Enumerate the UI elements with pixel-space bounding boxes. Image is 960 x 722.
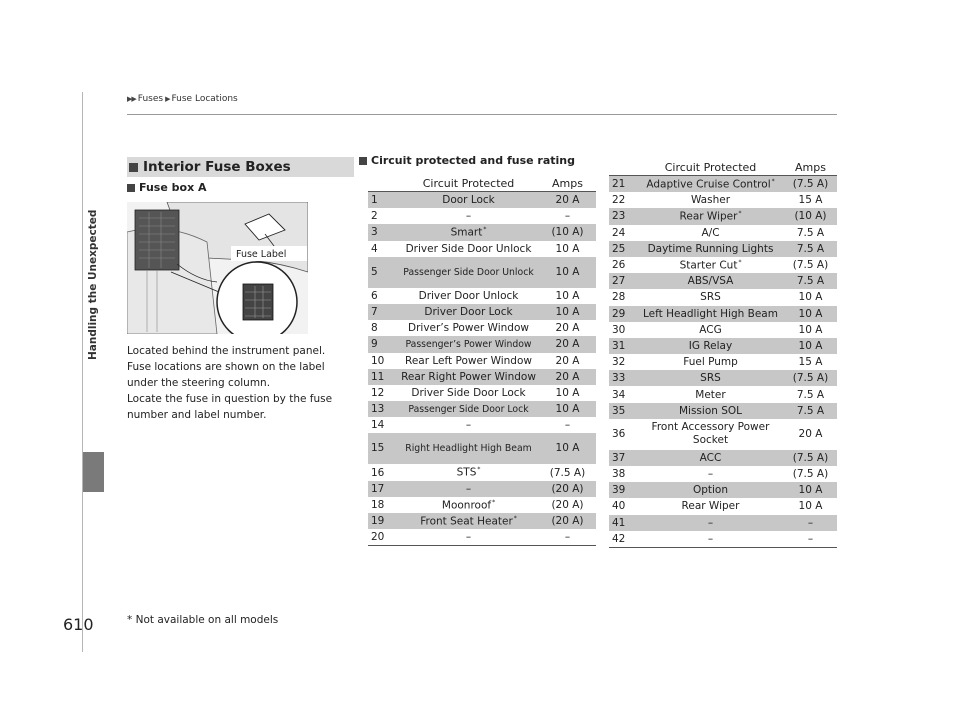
- circuit-name: Starter Cut: [679, 259, 738, 272]
- amps-cell: (10 A): [539, 224, 596, 240]
- table-row: [609, 403, 837, 419]
- amps-cell: 20 A: [539, 336, 596, 352]
- circuit-name: Passenger Side Door Lock: [408, 404, 529, 416]
- table-row: [609, 482, 837, 498]
- amps-cell: 7.5 A: [784, 241, 837, 257]
- circuit-cell: [637, 354, 784, 370]
- amps-cell: 10 A: [784, 338, 837, 354]
- circuit-name: Rear Right Power Window: [401, 370, 536, 383]
- circuit-cell: [398, 529, 539, 546]
- circuit-cell: [398, 433, 539, 464]
- circuit-cell: [398, 208, 539, 224]
- table-row: [609, 386, 837, 402]
- fuse-number: 39: [609, 482, 637, 498]
- fuse-number: 28: [612, 291, 626, 304]
- fuse-number: 27: [609, 273, 637, 289]
- footnote-asterisk-icon: *: [483, 226, 487, 234]
- circuit-cell: [637, 322, 784, 338]
- fuse-number: 19: [368, 513, 398, 529]
- fuse-number: 24: [612, 226, 626, 239]
- fuse-number: 30: [612, 323, 626, 336]
- table-row: [368, 257, 596, 288]
- circuit-name: Moonroof: [441, 499, 492, 512]
- table-row: [368, 320, 596, 336]
- fuse-box-description: [127, 343, 357, 423]
- circuit-name: Rear Left Power Window: [405, 354, 532, 367]
- table-row: [368, 369, 596, 385]
- amps-cell: 20 A: [539, 369, 596, 385]
- fuse-table-right: [609, 160, 837, 548]
- table-row: [609, 450, 837, 466]
- fuse-number: 1: [368, 192, 398, 209]
- circuit-cell: [398, 417, 539, 433]
- amps-cell: 10 A: [539, 304, 596, 320]
- table-row: [609, 419, 837, 450]
- fuse-number: 13: [368, 401, 398, 417]
- amps-cell: (7.5 A): [784, 370, 837, 386]
- circuit-name: Passenger’s Power Window: [405, 339, 532, 351]
- table-row: [368, 529, 596, 546]
- table-row: [368, 385, 596, 401]
- circuit-name: –: [465, 419, 472, 432]
- circuit-name: Washer: [690, 194, 731, 207]
- circuit-name: Daytime Running Lights: [647, 242, 774, 255]
- amps-cell: 7.5 A: [796, 388, 825, 401]
- breadcrumb-parent[interactable]: Fuses: [137, 94, 164, 104]
- amps-cell: 10 A: [798, 291, 823, 304]
- circuit-cell: [637, 273, 784, 289]
- circuit-name: Driver Door Unlock: [418, 289, 519, 302]
- circuit-name: ACC: [699, 451, 722, 464]
- fuse-number: 31: [609, 338, 637, 354]
- circuit-cell: [637, 466, 784, 482]
- circuit-cell: [398, 369, 539, 385]
- fuse-number: 6: [371, 289, 378, 302]
- fuse-box-illustration: [127, 202, 308, 334]
- table-row: [368, 417, 596, 433]
- circuit-cell: [398, 464, 539, 480]
- circuit-name: –: [465, 531, 472, 544]
- circuit-name: Meter: [695, 388, 726, 401]
- fuse-number: 23: [609, 208, 637, 224]
- fuse-box-heading: [127, 181, 207, 194]
- circuit-name: Driver Side Door Lock: [411, 386, 526, 399]
- amps-cell: –: [564, 210, 571, 223]
- table-row: [609, 466, 837, 482]
- circuit-cell: [637, 450, 784, 466]
- circuit-heading-text: Circuit protected and fuse rating: [371, 154, 575, 167]
- description-line: Locate the fuse in question by the fuse number and label number.: [127, 393, 333, 421]
- square-bullet-icon: [127, 184, 135, 192]
- circuit-cell: [398, 385, 539, 401]
- circuit-name: Driver Side Door Unlock: [405, 242, 532, 255]
- fuse-number: 37: [609, 450, 637, 466]
- table-row: [368, 353, 596, 369]
- circuit-name: Mission SOL: [678, 404, 743, 417]
- circuit-cell: [398, 257, 539, 288]
- breadcrumb: [127, 94, 238, 104]
- footnote-asterisk-icon: *: [492, 498, 496, 506]
- circuit-cell: [398, 336, 539, 352]
- circuit-name: Smart: [450, 226, 483, 239]
- fuse-number: 9: [368, 336, 398, 352]
- circuit-cell: [637, 241, 784, 257]
- amps-cell: (20 A): [551, 498, 584, 511]
- table-row: [609, 241, 837, 257]
- table-header-row: [609, 160, 837, 176]
- table-row: [609, 354, 837, 370]
- circuit-cell: [637, 403, 784, 419]
- amps-cell: 10 A: [539, 401, 596, 417]
- amps-cell: 10 A: [798, 500, 823, 513]
- fuse-number: 35: [609, 403, 637, 419]
- table-row: [368, 304, 596, 320]
- description-line: Located behind the instrument panel.: [127, 345, 326, 357]
- breadcrumb-arrow-icon: ▶: [165, 95, 170, 103]
- circuit-name: A/C: [701, 226, 720, 239]
- table-row: [609, 515, 837, 531]
- circuit-cell: [398, 353, 539, 369]
- circuit-name: Right Headlight High Beam: [405, 443, 532, 455]
- amps-cell: (7.5 A): [792, 259, 829, 272]
- circuit-name: Front Seat Heater: [420, 515, 513, 528]
- fuse-number: 2: [371, 210, 378, 223]
- circuit-cell: [637, 515, 784, 531]
- fuse-number: 33: [609, 370, 637, 386]
- footnote: * Not available on all models: [127, 614, 279, 626]
- amps-cell: 15 A: [798, 194, 823, 207]
- amps-cell: –: [784, 531, 837, 548]
- table-header-circuit: Circuit Protected: [637, 160, 784, 176]
- fuse-number: 12: [371, 386, 385, 399]
- circuit-cell: [398, 192, 539, 209]
- circuit-name: Driver Door Lock: [424, 306, 513, 319]
- fuse-number: 38: [612, 468, 626, 481]
- fuse-number: 41: [609, 515, 637, 531]
- circuit-cell: [637, 370, 784, 386]
- table-row: [368, 192, 596, 209]
- section-title: Interior Fuse Boxes: [143, 159, 291, 175]
- circuit-name: Front Accessory Power Socket: [651, 421, 770, 447]
- amps-cell: 10 A: [555, 386, 580, 399]
- table-row: [368, 464, 596, 480]
- fuse-number: 34: [612, 388, 626, 401]
- amps-cell: (7.5 A): [784, 450, 837, 466]
- circuit-name: Door Lock: [442, 194, 495, 207]
- table-row: [368, 513, 596, 529]
- circuit-cell: [637, 192, 784, 208]
- circuit-cell: [398, 304, 539, 320]
- table-row: [609, 322, 837, 338]
- square-bullet-icon: [129, 163, 138, 172]
- circuit-name: SRS: [700, 372, 721, 385]
- fuse-number: 8: [371, 322, 378, 335]
- table-row: [368, 401, 596, 417]
- table-header-row: [368, 176, 596, 192]
- circuit-cell: [398, 320, 539, 336]
- footnote-asterisk-icon: *: [477, 466, 481, 474]
- table-row: [609, 306, 837, 322]
- circuit-cell: [398, 224, 539, 240]
- circuit-name: ABS/VSA: [687, 275, 734, 288]
- circuit-name: –: [707, 468, 714, 481]
- footnote-asterisk-icon: *: [513, 514, 517, 522]
- page-number: 610: [63, 615, 94, 634]
- circuit-cell: [637, 289, 784, 305]
- circuit-name: SRS: [700, 291, 721, 304]
- table-row: [368, 336, 596, 352]
- amps-cell: –: [784, 515, 837, 531]
- side-divider: [82, 92, 83, 652]
- circuit-cell: [398, 481, 539, 497]
- circuit-cell: [398, 241, 539, 257]
- circuit-cell: [637, 498, 784, 514]
- amps-cell: 20 A: [555, 322, 580, 335]
- description-line: Fuse locations are shown on the label under the steering column.: [127, 361, 325, 389]
- fuse-number: 15: [368, 433, 398, 464]
- circuit-cell: [398, 288, 539, 304]
- fuse-number: 10: [371, 354, 385, 367]
- circuit-cell: [398, 513, 539, 529]
- circuit-name: Rear Wiper: [681, 500, 740, 513]
- table-row: [609, 273, 837, 289]
- amps-cell: 10 A: [555, 289, 580, 302]
- table-row: [368, 481, 596, 497]
- section-banner: [127, 157, 354, 177]
- table-row: [368, 288, 596, 304]
- circuit-cell: [637, 208, 784, 224]
- circuit-cell: [637, 225, 784, 241]
- fuse-number: 26: [612, 259, 626, 272]
- amps-cell: 15 A: [798, 356, 823, 369]
- fuse-number: 40: [612, 500, 626, 513]
- fuse-number: 36: [612, 427, 626, 440]
- circuit-cell: [637, 257, 784, 273]
- table-header-amps: Amps: [784, 160, 837, 176]
- amps-cell: 20 A: [555, 354, 580, 367]
- square-bullet-icon: [359, 157, 367, 165]
- fuse-number: 42: [609, 531, 637, 548]
- circuit-heading: [359, 154, 575, 167]
- breadcrumb-current[interactable]: Fuse Locations: [171, 94, 238, 104]
- fuse-number: 14: [371, 419, 385, 432]
- fuse-label-callout: Fuse Label: [236, 249, 287, 260]
- table-row: [609, 225, 837, 241]
- amps-cell: (20 A): [539, 481, 596, 497]
- table-row: [609, 498, 837, 514]
- table-row: [609, 338, 837, 354]
- amps-cell: 10 A: [798, 323, 823, 336]
- amps-cell: 20 A: [798, 427, 823, 440]
- table-header-circuit: Circuit Protected: [398, 176, 539, 192]
- fuse-number: 3: [368, 224, 398, 240]
- table-row: [368, 433, 596, 464]
- amps-cell: –: [539, 529, 596, 546]
- table-row: [368, 497, 596, 513]
- fuse-box-heading-text: Fuse box A: [139, 181, 207, 194]
- fuse-number: 21: [609, 176, 637, 193]
- circuit-name: –: [707, 532, 714, 545]
- amps-cell: (7.5 A): [792, 468, 829, 481]
- amps-cell: (7.5 A): [784, 176, 837, 193]
- circuit-cell: [637, 531, 784, 548]
- table-row: [368, 224, 596, 240]
- circuit-cell: [398, 497, 539, 513]
- circuit-name: Fuel Pump: [683, 356, 738, 369]
- circuit-cell: [637, 482, 784, 498]
- footnote-asterisk-icon: *: [771, 177, 775, 185]
- amps-cell: 10 A: [784, 482, 837, 498]
- table-row: [609, 208, 837, 224]
- circuit-name: Rear Wiper: [679, 210, 738, 223]
- table-row: [609, 176, 837, 193]
- fuse-number: 29: [609, 306, 637, 322]
- circuit-cell: [398, 401, 539, 417]
- circuit-name: Option: [692, 484, 729, 497]
- circuit-cell: [637, 306, 784, 322]
- breadcrumb-arrow-icon: ▶▶: [127, 95, 136, 103]
- table-row: [609, 531, 837, 548]
- amps-cell: 10 A: [539, 433, 596, 464]
- footnote-asterisk-icon: *: [738, 210, 742, 218]
- circuit-name: Driver’s Power Window: [408, 322, 529, 335]
- fuse-number: 7: [368, 304, 398, 320]
- fuse-number: 32: [612, 356, 626, 369]
- circuit-cell: [637, 176, 784, 193]
- fuse-number: 22: [612, 194, 626, 207]
- amps-cell: 10 A: [555, 242, 580, 255]
- amps-cell: –: [564, 419, 571, 432]
- circuit-name: ACG: [699, 323, 722, 336]
- amps-cell: 7.5 A: [784, 273, 837, 289]
- fuse-number: 25: [609, 241, 637, 257]
- table-row: [609, 257, 837, 273]
- table-row: [609, 289, 837, 305]
- fuse-number: 11: [368, 369, 398, 385]
- fuse-table-left: [368, 176, 596, 546]
- circuit-name: –: [465, 210, 472, 223]
- table-row: [609, 192, 837, 208]
- header-divider: [127, 114, 837, 115]
- footnote-asterisk-icon: *: [738, 258, 742, 266]
- circuit-name: –: [707, 516, 714, 529]
- fuse-number: 4: [371, 242, 378, 255]
- amps-cell: (7.5 A): [549, 466, 586, 479]
- circuit-name: Adaptive Cruise Control: [646, 178, 771, 191]
- circuit-name: –: [465, 482, 472, 495]
- table-header-number: [609, 160, 637, 176]
- circuit-name: STS: [456, 466, 477, 479]
- fuse-box-drawing: [127, 202, 308, 334]
- fuse-number: 5: [368, 257, 398, 288]
- fuse-number: 17: [368, 481, 398, 497]
- table-row: [368, 208, 596, 224]
- amps-cell: (10 A): [784, 208, 837, 224]
- amps-cell: 10 A: [784, 306, 837, 322]
- table-row: [609, 370, 837, 386]
- circuit-cell: [637, 338, 784, 354]
- circuit-name: IG Relay: [688, 339, 733, 352]
- table-header-number: [368, 176, 398, 192]
- amps-cell: 10 A: [539, 257, 596, 288]
- circuit-name: Passenger Side Door Unlock: [403, 266, 534, 278]
- amps-cell: 7.5 A: [784, 403, 837, 419]
- table-row: [368, 241, 596, 257]
- circuit-cell: [637, 386, 784, 402]
- fuse-number: 20: [368, 529, 398, 546]
- fuse-number: 18: [371, 498, 385, 511]
- amps-cell: 7.5 A: [796, 226, 825, 239]
- circuit-name: Left Headlight High Beam: [643, 307, 778, 320]
- amps-cell: 20 A: [539, 192, 596, 209]
- chapter-tab-marker: [83, 452, 104, 492]
- circuit-cell: [637, 419, 784, 450]
- fuse-number: 16: [371, 466, 385, 479]
- table-header-amps: Amps: [539, 176, 596, 192]
- amps-cell: (20 A): [539, 513, 596, 529]
- side-tab-label: Handling the Unexpected: [87, 209, 99, 360]
